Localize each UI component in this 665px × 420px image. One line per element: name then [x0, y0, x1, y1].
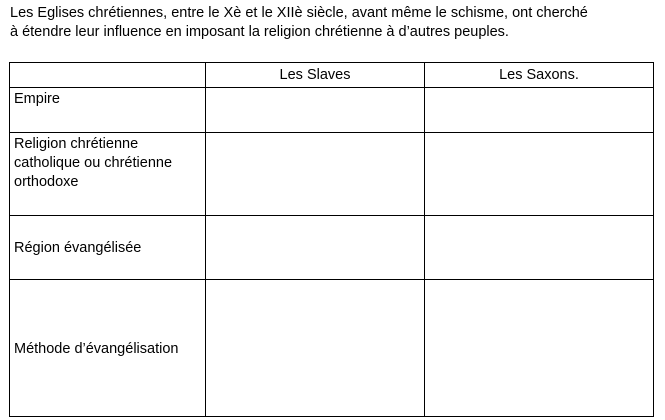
row-label-empire	[10, 88, 206, 133]
row-label-text: Religion chrétienne	[14, 136, 139, 152]
row-label-text: Empire	[14, 91, 60, 107]
row-label-text: orthodoxe	[14, 174, 79, 190]
header-row	[10, 63, 654, 88]
table-row-region	[10, 216, 654, 280]
table-row-religion	[10, 133, 654, 216]
row-label-religion	[10, 133, 206, 216]
row-label-text: catholique ou chrétienne	[14, 155, 173, 171]
worksheet-table	[9, 62, 654, 417]
answer-cell-slaves-method[interactable]	[206, 280, 425, 417]
intro-paragraph	[10, 4, 655, 42]
intro-line-2: à étendre leur influence en imposant la religion chrétienne à d’autres peuples.	[10, 24, 509, 40]
header-saxons: Les Saxons.	[425, 63, 654, 88]
row-label-text: Région évangélisée	[14, 240, 142, 256]
table-row-empire	[10, 88, 654, 133]
header-corner-cell	[10, 63, 206, 88]
answer-cell-saxons-empire[interactable]	[425, 88, 654, 133]
answer-cell-slaves-empire[interactable]	[206, 88, 425, 133]
answer-cell-saxons-religion[interactable]	[425, 133, 654, 216]
intro-line-1: Les Eglises chrétiennes, entre le Xè et le XIIè siècle, avant même le schisme, ont cherché	[10, 5, 588, 21]
row-label-text: Méthode d’évangélisation	[14, 340, 179, 357]
table-row-method	[10, 280, 654, 417]
row-label-method	[10, 280, 206, 417]
answer-cell-slaves-region[interactable]	[206, 216, 425, 280]
header-slaves: Les Slaves	[206, 63, 425, 88]
answer-cell-slaves-religion[interactable]	[206, 133, 425, 216]
answer-cell-saxons-region[interactable]	[425, 216, 654, 280]
answer-cell-saxons-method[interactable]	[425, 280, 654, 417]
row-label-region	[10, 216, 206, 280]
